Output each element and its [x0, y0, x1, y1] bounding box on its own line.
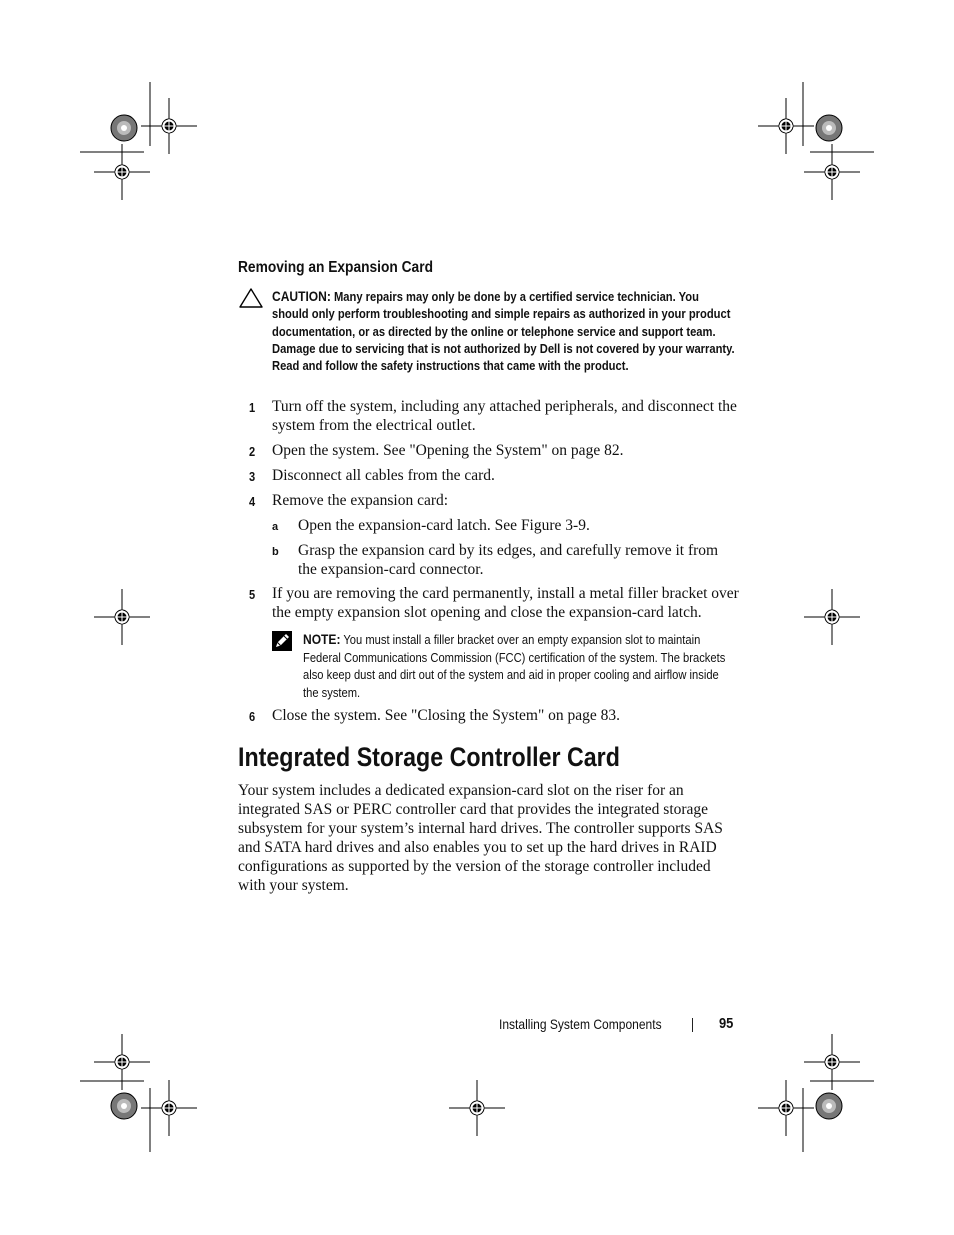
step-number: 6 — [249, 709, 256, 724]
footer-divider — [692, 1018, 693, 1032]
footer-section-title: Installing System Components — [499, 1016, 662, 1032]
step-number: 4 — [249, 494, 256, 509]
section-heading: Removing an Expansion Card — [238, 259, 433, 276]
step-text: Disconnect all cables from the card. — [272, 467, 495, 484]
note-pencil-icon — [271, 630, 293, 652]
note-label: NOTE: — [303, 631, 341, 647]
registration-star-mark — [111, 115, 137, 141]
step-number: 5 — [249, 587, 256, 602]
body-paragraph: Your system includes a dedicated expansion-card slot on the riser for an integrated SAS or PERC controller card that provides the integrated storage subsystem for your system’s internal hard drives. The controller supports SAS and SATA hard drives and also enables you to set up the hard drives in RAID configurations as supported by the version of the storage controller included with your system. — [238, 782, 723, 894]
caution-text: Many repairs may only be done by a certified service technician. You should only perform troubleshooting and simple repairs as authorized in your product documentation, or as directed by the online or telephone service and support team. Damage due to servicing that is not authorized by Dell is not covered by your warranty. Read and follow the safety instructions that came with the product. — [272, 289, 735, 374]
substep-letter: a — [272, 521, 279, 533]
note-text: You must install a filler bracket over an empty expansion slot to maintain Federal Communications Commission (FCC) certification of the system. The brackets also keep dust and dirt out of the system and aid in proper cooling and airflow inside the system. — [303, 632, 726, 700]
substep-text: Open the expansion-card latch. See Figure 3-9. — [298, 517, 590, 534]
step-number: 3 — [249, 469, 256, 484]
step-text: Turn off the system, including any attached peripherals, and disconnect the system from the electrical outlet. — [272, 398, 737, 434]
caution-label: CAUTION: — [272, 288, 331, 304]
step-text: Open the system. See "Opening the System" on page 82. — [272, 442, 624, 459]
main-heading: Integrated Storage Controller Card — [238, 742, 620, 772]
step-text: If you are removing the card permanently, install a metal filler bracket over the empty expansion slot opening and close the expansion-card latch. — [272, 585, 739, 621]
step-text: Close the system. See "Closing the System" on page 83. — [272, 707, 621, 724]
note-block — [303, 631, 733, 701]
step-number: 1 — [249, 400, 256, 415]
caution-block — [272, 288, 736, 374]
page-number: 95 — [719, 1015, 734, 1032]
step-number: 2 — [249, 444, 256, 459]
substep-letter: b — [272, 546, 279, 558]
caution-icon — [238, 287, 264, 309]
step-text: Remove the expansion card: — [272, 492, 449, 509]
substep-text: Grasp the expansion card by its edges, and carefully remove it from the expansion-card connector. — [298, 542, 719, 578]
